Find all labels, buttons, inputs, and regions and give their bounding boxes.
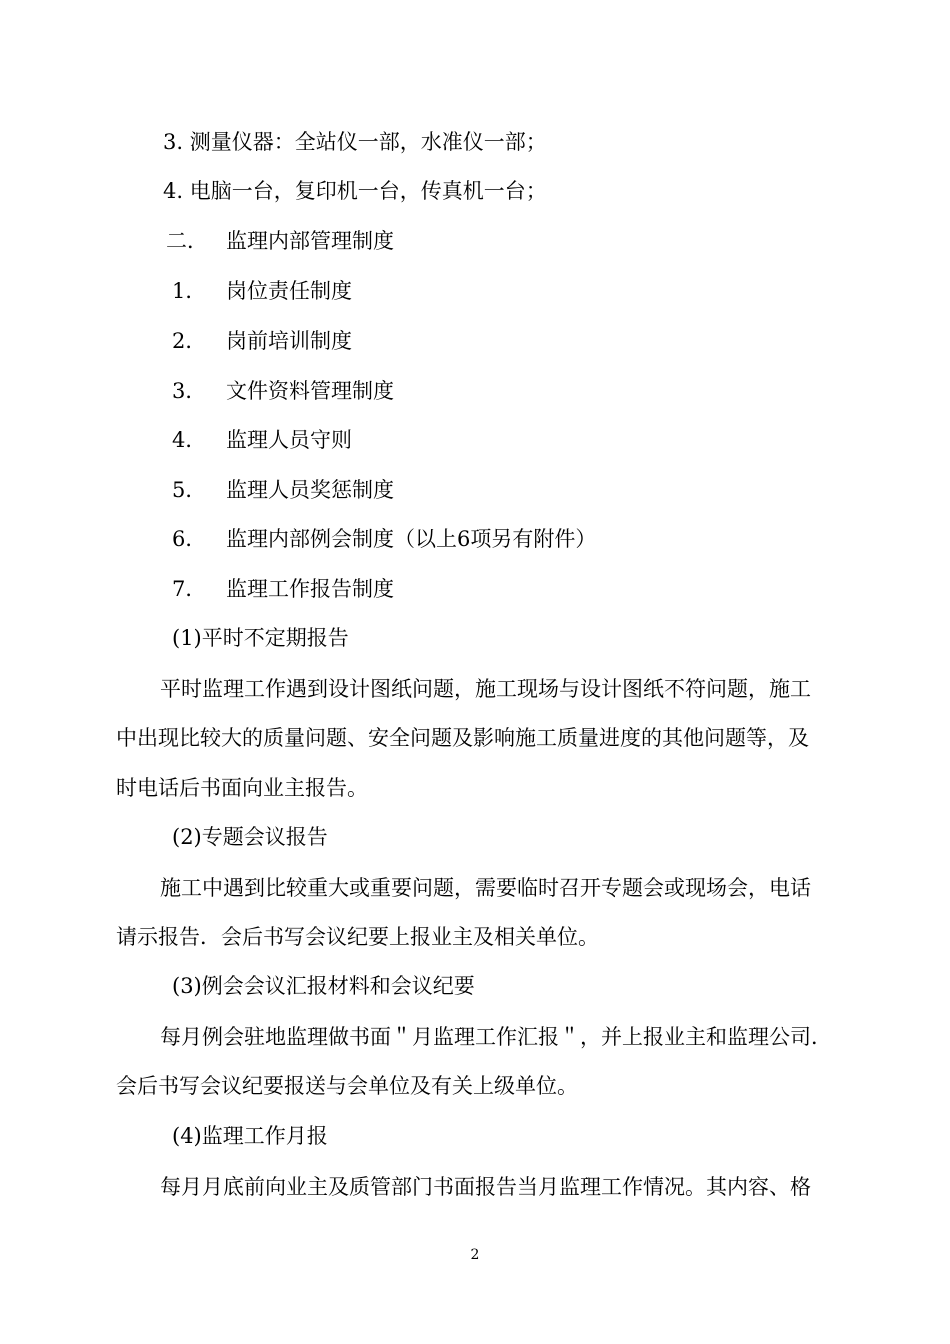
rule-number: 2．: [172, 329, 207, 353]
paragraph-line: 请示报告．会后书写会议纪要上报业主及相关单位。: [116, 925, 599, 949]
rule-number: 5．: [172, 478, 207, 502]
equipment-item: 4. 电脑一台，复印机一台，传真机一台；: [163, 179, 547, 203]
rule-text: 监理内部例会制度（以上6项另有附件）: [226, 527, 597, 551]
equipment-item: 3. 测量仪器：全站仪一部，水准仪一部；: [163, 130, 547, 154]
rule-number: 6．: [172, 527, 207, 551]
section-title: 监理内部管理制度: [226, 229, 394, 253]
report-heading: (4)监理工作月报: [172, 1124, 328, 1148]
rule-text: 监理人员奖惩制度: [226, 478, 394, 502]
rule-text: 文件资料管理制度: [226, 379, 394, 403]
paragraph-line: 施工中遇到比较重大或重要问题，需要临时召开专题会或现场会，电话: [160, 876, 811, 900]
rule-number: 4．: [172, 428, 207, 452]
rule-number: 3．: [172, 379, 207, 403]
rule-text: 监理人员守则: [226, 428, 352, 452]
paragraph-line: 每月月底前向业主及质管部门书面报告当月监理工作情况。其内容、格: [160, 1175, 811, 1199]
paragraph-line: 中出现比较大的质量问题、安全问题及影响施工质量进度的其他问题等，及: [116, 726, 809, 750]
report-heading: (2)专题会议报告: [172, 825, 328, 849]
report-heading: (3)例会会议汇报材料和会议纪要: [172, 974, 475, 998]
section-number: 二．: [166, 229, 208, 253]
paragraph-line: 每月例会驻地监理做书面＂月监理工作汇报＂，并上报业主和监理公司．: [160, 1025, 832, 1049]
paragraph-line: 时电话后书面向业主报告。: [116, 776, 368, 800]
paragraph-line: 会后书写会议纪要报送与会单位及有关上级单位。: [116, 1074, 578, 1098]
rule-text: 监理工作报告制度: [226, 577, 394, 601]
paragraph-line: 平时监理工作遇到设计图纸问题，施工现场与设计图纸不符问题，施工: [160, 677, 811, 701]
rule-text: 岗前培训制度: [226, 329, 352, 353]
report-heading: (1)平时不定期报告: [172, 626, 349, 650]
rule-number: 7．: [172, 577, 207, 601]
rule-number: 1．: [172, 279, 207, 303]
rule-text: 岗位责任制度: [226, 279, 352, 303]
page-number: 2: [470, 1247, 480, 1263]
